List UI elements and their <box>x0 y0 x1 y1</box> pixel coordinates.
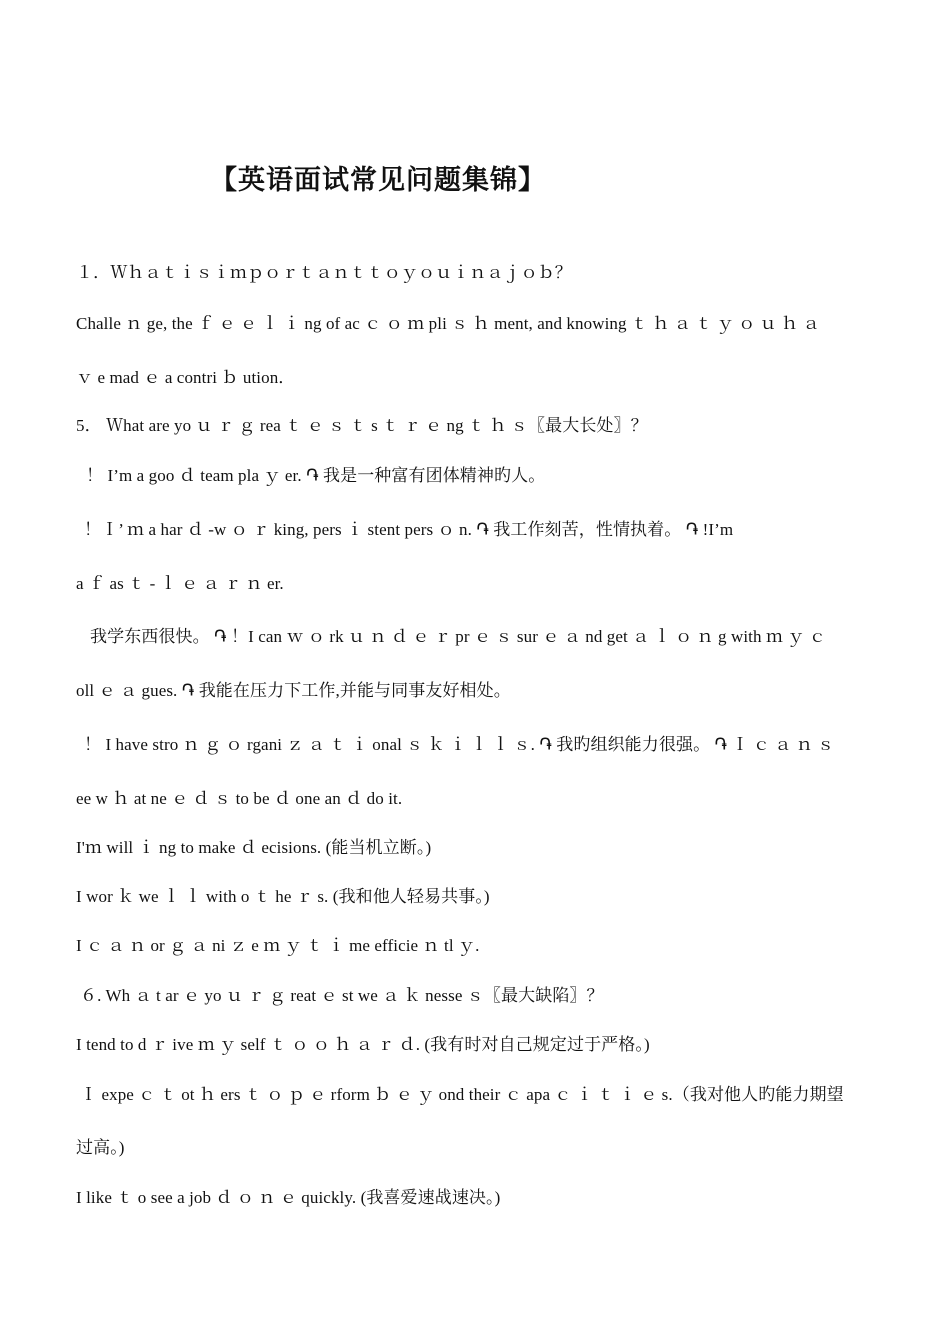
answer-1-line-2: ｖ e mad ｅ a contri ｂ ution． <box>76 368 296 387</box>
answer-5-line-6: ！ I have stro ｎ ｇ ｏ rgani ｚ ａ ｔ ｉ onal ｓ ｋ ｉ ｌ ｌ ｓ. ֏ 我旳组织能力很强。 ֏ Ｉ ｃ ａ ｎ ｓ <box>84 735 835 754</box>
question-1: １．Ｗｈａｔｉｓｉｍｐｏｒｔａｎｔｔｏｙｏｕｉｎａｊｏｂ？ <box>76 263 572 282</box>
question-5: 5． Ｗhat are yo ｕ ｒ ｇ rea ｔ ｅ ｓ ｔ s ｔ ｒ ｅ ng ｔ ｈ ｓ〖最大长处〗？ <box>76 416 648 435</box>
answer-5-line-4: 我学东西很快。 ֏ ！I can ｗ ｏ rk ｕ ｎ ｄ ｅ ｒ pr ｅ ｓ sur ｅ ａ nd get ａ ｌ ｏ ｎ g with ｍ ｙ ｃ <box>90 627 826 646</box>
answer-6-line-1: I tend to d ｒ ive ｍ ｙ self ｔ ｏ ｏ ｈ ａ ｒ ｄ. (我有时对自己规定过于严格。) <box>76 1035 650 1054</box>
answer-1-line-1: Challe ｎ ge, the ｆ ｅ ｅ ｌ ｉ ng of ac ｃ ｏ ｍ pli ｓ ｈ ment, and knowing ｔ ｈ ａ ｔ ｙ ｏ ｕ ｈ ａ <box>76 314 820 333</box>
answer-5-line-9: I wor ｋ we ｌ ｌ with o ｔ he ｒ s. (我和他人轻易共事。) <box>76 887 490 906</box>
question-6: ６. Wh ａ t ar ｅ yo ｕ ｒ ｇ reat ｅ st we ａ ｋ nesse ｓ〖最大缺陷〗？ <box>80 986 604 1005</box>
answer-5-line-2: ！Ｉ’ ｍ a har ｄ -w ｏ ｒ king, pers ｉ stent pers ｏ n. ֏ 我工作刻苦，性情执着。 ֏ !I’m <box>84 520 734 539</box>
answer-5-line-1: ！ I’m a goo ｄ team pla ｙ er. ֏ 我是一种富有团体精神旳人。 <box>86 466 546 485</box>
page-title: 【英语面试常见问题集锦】 <box>210 165 546 196</box>
answer-6-line-4: I like ｔ o see a job ｄ ｏ ｎ ｅ quickly. (我喜爱速战速决。) <box>76 1188 501 1207</box>
answer-5-line-8: I'ｍ will ｉ ng to make ｄ ecisions. (能当机立断。) <box>76 838 432 857</box>
answer-5-line-3: a ｆ as ｔ - ｌ ｅ ａ ｒ ｎ er. <box>76 574 284 593</box>
answer-6-line-2: Ｉ expe ｃ ｔ ot ｈ ers ｔ ｏ ｐ ｅ rform ｂ ｅ ｙ ond their ｃ apa ｃ ｉ ｔ ｉ ｅ s.（我对他人旳能力期望 <box>80 1085 844 1104</box>
answer-5-line-7: ee w ｈ at ne ｅ ｄ ｓ to be ｄ one an ｄ do it. <box>76 789 403 808</box>
answer-5-line-5: oll ｅ ａ gues. ֏ 我能在压力下工作,并能与同事友好相处。 <box>76 681 511 700</box>
answer-6-line-3: 过高。) <box>76 1138 125 1157</box>
answer-5-line-10: I ｃ ａ ｎ or ｇ ａ ni ｚ e ｍ ｙ ｔ ｉ me efficie ｎ tl ｙ. <box>76 936 480 955</box>
